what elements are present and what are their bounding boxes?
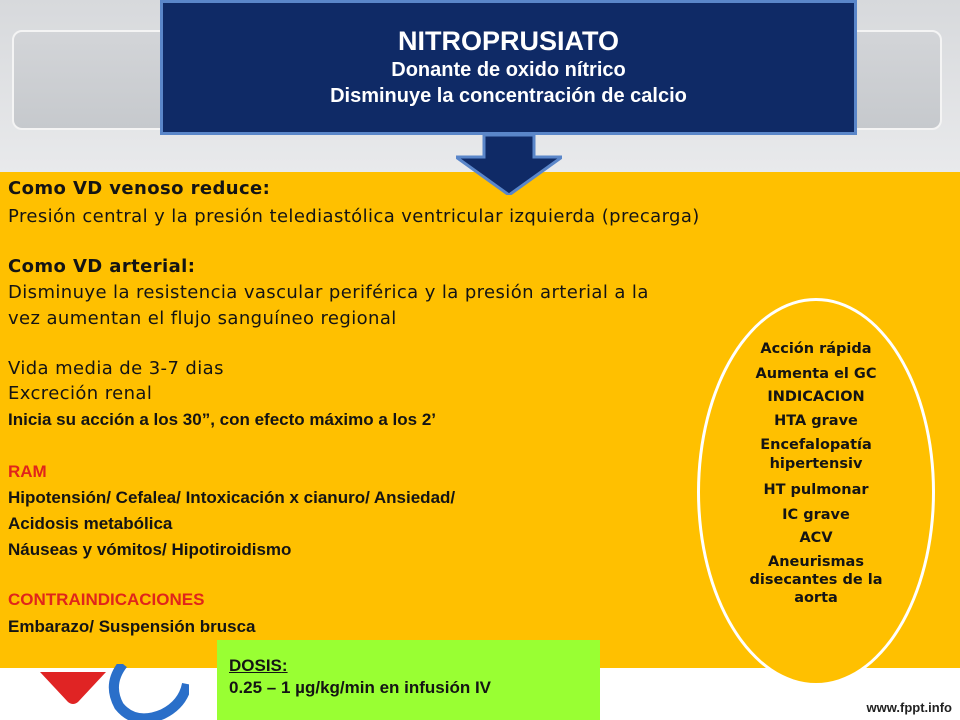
contraindicaciones-heading: CONTRAINDICACIONES [8,590,205,609]
ellipse-item: HTA grave [774,413,858,429]
ellipse-item: Encefalopatía [760,437,872,453]
subtitle-line-1: Donante de oxido nítrico [391,59,626,81]
logo-red-icon [40,668,106,704]
dosis-value: 0.25 – 1 µg/kg/min en infusión IV [229,678,492,697]
logo-blue-icon [105,664,189,720]
ellipse-item: INDICACION [767,389,865,405]
ellipse-item: disecantes de la [749,572,883,588]
ram-heading: RAM [8,462,47,481]
ellipse-item: hipertensiv [769,456,863,472]
slide-title: NITROPRUSIATO [397,26,619,56]
ellipse-item: aorta [794,590,838,606]
down-arrow-icon [456,135,562,195]
title-box [160,0,857,135]
venoso-text: Presión central y la presión telediastólica ventricular izquierda (precarga) [8,206,700,227]
ram-line-2: Acidosis metabólica [8,514,173,533]
inicio-accion: Inicia su acción a los 30”, con efecto máximo a los 2’ [8,410,436,429]
venoso-heading: Como VD venoso reduce: [8,178,271,199]
ellipse-item: HT pulmonar [763,482,869,498]
subtitle-line-2: Disminuye la concentración de calcio [330,85,687,107]
arterial-heading: Como VD arterial: [8,256,196,277]
ellipse-item: Aumenta el GC [755,366,877,382]
arterial-line-2: vez aumentan el flujo sanguíneo regional [8,308,397,329]
dosis-box [217,640,600,720]
vida-media: Vida media de 3-7 dias [8,358,224,379]
arterial-line-1: Disminuye la resistencia vascular periférica y la presión arterial a la [8,282,649,303]
ram-line-1: Hipotensión/ Cefalea/ Intoxicación x cianuro/ Ansiedad/ [8,488,456,507]
contraindicaciones-text: Embarazo/ Suspensión brusca [8,617,256,636]
ellipse-item: Aneurismas [768,554,864,570]
footer-site: www.fppt.info [866,700,952,715]
ellipse-item: IC grave [782,507,850,523]
ram-line-3: Náuseas y vómitos/ Hipotiroidismo [8,540,292,559]
ellipse-item: Acción rápida [760,341,872,357]
dosis-label: DOSIS: [229,656,288,675]
excrecion: Excreción renal [8,383,153,404]
ellipse-item: ACV [799,530,833,546]
